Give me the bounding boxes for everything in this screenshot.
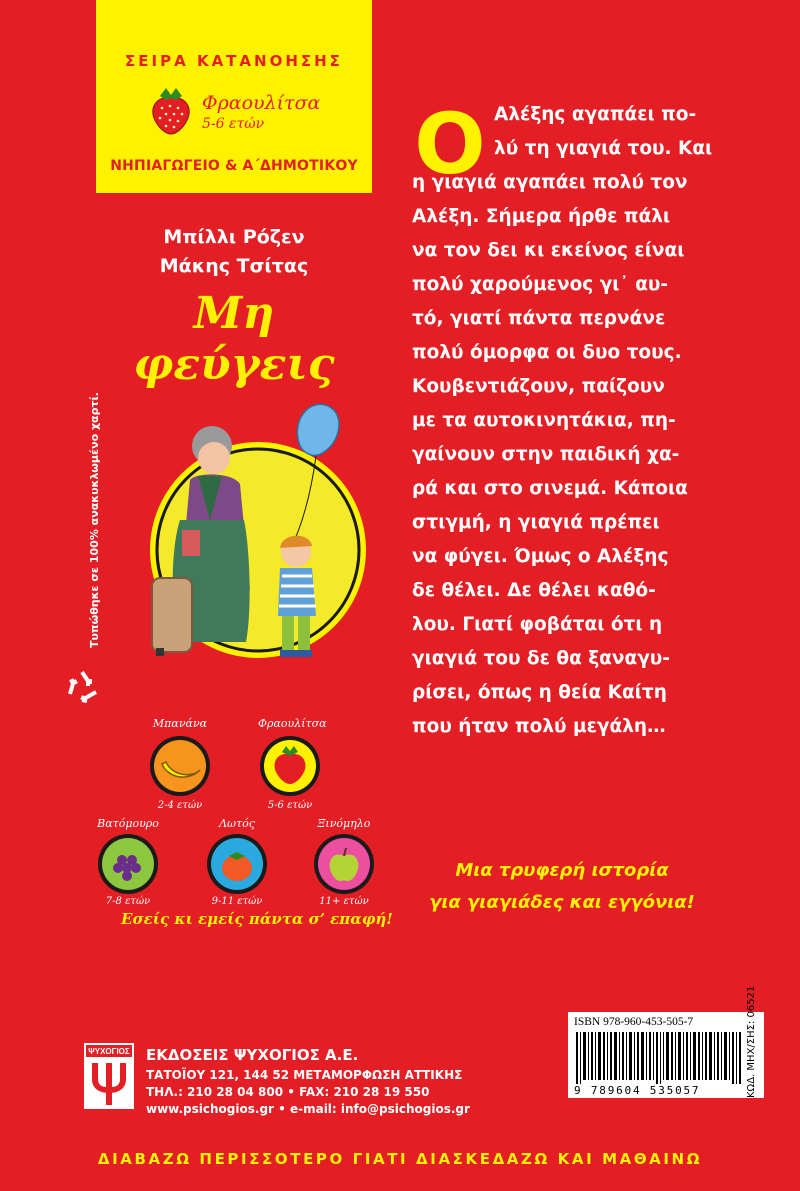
- description-line: Αλέξη. Σήμερα ήρθε πάλι: [412, 206, 671, 227]
- age-group-name-4: Λωτός: [219, 817, 255, 830]
- description-line: πολύ όμορφα οι δυο τους.: [412, 342, 682, 363]
- blackberry-icon: [96, 832, 160, 896]
- recycle-icon: [62, 666, 102, 706]
- description-line: λύ τη γιαγιά του. Και: [494, 138, 713, 159]
- description-line: στιγμή, η γιαγιά πρέπει: [412, 512, 660, 533]
- description-line: γαίνουν στην παιδική χα-: [412, 444, 680, 465]
- description-line: δε θέλει. Δε θέλει καθό-: [412, 580, 656, 601]
- barcode: [574, 1032, 744, 1084]
- age-group-age-3: 7-8 ετών: [105, 896, 151, 907]
- age-group-age-2: 5-6 ετών: [267, 800, 313, 811]
- product-code: ΚΩΔ. ΜΗΧ/ΣΗΣ: 06521: [746, 985, 757, 1098]
- age-group-name-5: Ξινόμηλο: [317, 817, 371, 830]
- series-grade: ΝΗΠΙΑΓΩΓΕΙΟ & Α΄ΔΗΜΟΤΙΚΟΥ: [110, 158, 358, 174]
- description-line: τό, γιατί πάντα περνάνε: [412, 308, 666, 329]
- age-group-age-5: 11+ ετών: [319, 896, 369, 907]
- description-line: που ήταν πολύ μεγάλη…: [412, 716, 666, 737]
- strawberry-badge-icon: [258, 734, 322, 798]
- description-line: ρίσει, όπως η θεία Καίτη: [412, 682, 667, 703]
- age-group-age-4: 9-11 ετών: [211, 896, 263, 907]
- age-group-name-3: Βατόμουρο: [97, 817, 159, 830]
- series-age: 5-6 ετών: [202, 116, 265, 132]
- age-group-age-1: 2-4 ετών: [157, 800, 203, 811]
- tagline-line-1: Μια τρυφερή ιστορία: [455, 860, 669, 881]
- recycled-paper-note: Τυπώθηκε σε 100% ανακυκλωμένο χαρτί.: [88, 392, 101, 648]
- strawberry-icon: [148, 86, 194, 136]
- description-line: με τα αυτοκινητάκια, πη-: [412, 410, 676, 431]
- barcode-digits: 9 789604 535057: [574, 1084, 701, 1097]
- persimmon-icon: [205, 832, 269, 896]
- publisher-logo: [84, 1043, 134, 1109]
- publisher-phone: ΤΗΛ.: 210 28 04 800 • FAX: 210 28 19 550: [146, 1085, 430, 1099]
- publisher-web: www.psichogios.gr • e-mail: info@psichogios.gr: [146, 1102, 470, 1116]
- publisher-logo-text: ΨΥΧΟΓΙΟΣ: [88, 1047, 130, 1056]
- age-group-name-2: Φραουλίτσα: [258, 717, 327, 730]
- publisher-address: ΤΑΤΟΪΟΥ 121, 144 52 ΜΕΤΑΜΟΡΦΩΣΗ ΑΤΤΙΚΗΣ: [146, 1068, 463, 1082]
- isbn: ISBN 978-960-453-505-7: [574, 1016, 694, 1028]
- description-line: να φύγει. Όμως ο Αλέξης: [412, 546, 669, 567]
- description-line: η γιαγιά αγαπάει πολύ τον: [412, 172, 688, 193]
- cover-illustration: [140, 380, 370, 680]
- author-2: Μάκης Τσίτας: [159, 255, 309, 277]
- description-line: Αλέξης αγαπάει πο-: [494, 104, 697, 125]
- drop-cap: Ο: [414, 95, 486, 193]
- description-line: λου. Γιατί φοβάται ότι η: [412, 614, 663, 635]
- description-line: πολύ χαρούμενος γι᾽ αυ-: [412, 274, 669, 295]
- description-line: ρά και στο σινεμά. Κάποια: [412, 478, 688, 499]
- publisher-name: ΕΚΔΟΣΕΙΣ ΨΥΧΟΓΙΟΣ Α.Ε.: [146, 1046, 359, 1064]
- contact-slogan: Εσείς κι εμείς πάντα σ’ επαφή!: [121, 910, 393, 928]
- author-1: Μπίλλι Ρόζεν: [163, 226, 305, 248]
- description-line: να τον δει κι εκείνος είναι: [412, 240, 685, 261]
- age-group-name-1: Μπανάνα: [152, 717, 208, 730]
- description-line: Κουβεντιάζουν, παίζουν: [412, 376, 665, 397]
- series-title: ΣΕΙΡΑ ΚΑΤΑΝΟΗΣΗΣ: [125, 52, 343, 70]
- tagline-line-2: για γιαγιάδες και εγγόνια!: [429, 892, 695, 913]
- footer-slogan: ΔΙΑΒΑΖΩ ΠΕΡΙΣΣΟΤΕΡΟ ΓΙΑΤΙ ΔΙΑΣΚΕΔΑΖΩ ΚΑΙ ΜΑΘΑΙΝΩ: [97, 1150, 703, 1168]
- series-box: [96, 0, 372, 193]
- banana-icon: [148, 734, 212, 798]
- book-title: Μη φεύγεις: [133, 288, 335, 390]
- description-line: γιαγιά του δε θα ξαναγυ-: [412, 648, 670, 669]
- series-name: Φραουλίτσα: [202, 92, 321, 114]
- apple-icon: [312, 832, 376, 896]
